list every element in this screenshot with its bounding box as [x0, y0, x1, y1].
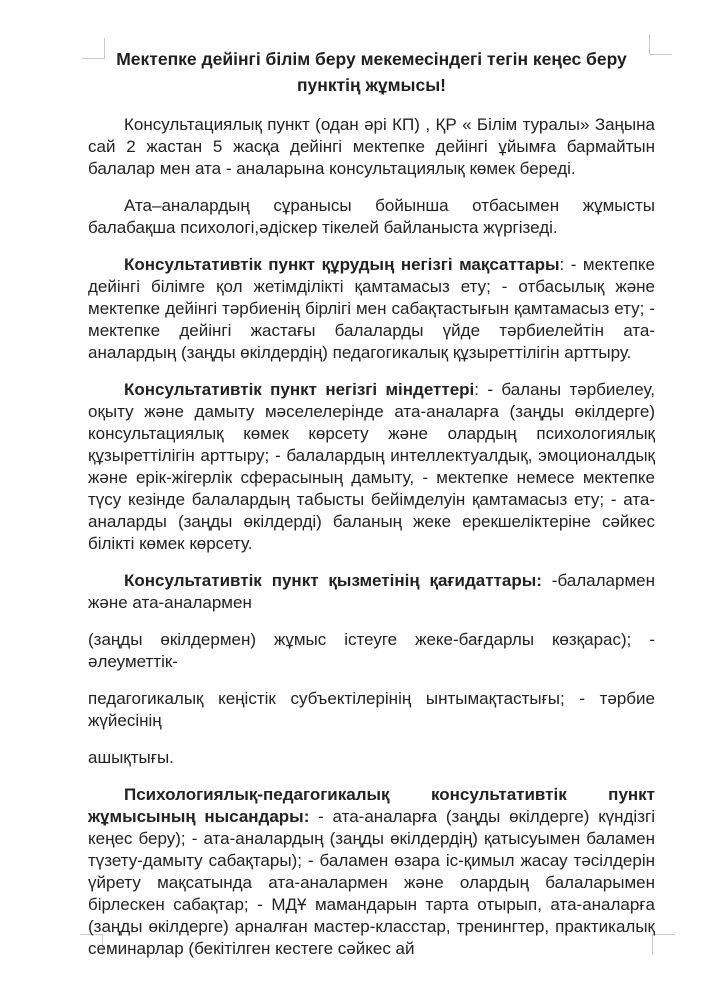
paragraph-body: : - баланы тәрбиелеу, оқыту және дамыту мәселелерінде ата-аналарға (заңды өкілдерге) консультациялық көмек көрсету және олардың психологиялық құзыреттілігін арттыру; - балалардың интеллектуалдық, эмоционалдық және ерік-жігерлік сферасының дамыту, - мектепке немесе мектепке түсу кезінде балалардың табысты бейімделуін қамтамасыз ету; - ата-аналарды (заңды өкілдерді) баланың жеке ерекшеліктеріне сәйкес білікті көмек көрсету.	[88, 380, 655, 553]
paragraph-body: Ата–аналардың сұранысы бойынша отбасымен жұмысты балабақша психологі,әдіскер тікелей байланыста жүргізеді.	[88, 196, 655, 237]
paragraph-body: Консультациялық пункт (одан әрі КП) , ҚР « Білім туралы» Заңына сай 2 жастан 5 жасқа дейінгі мектепке дейінгі ұйымға бармайтын балалар мен ата - аналарына консультациялық көмек береді.	[88, 115, 655, 178]
paragraph-body: - ата-аналарға (заңды өкілдерге) күндізгі кеңес беру); - ата-аналардың (заңды өкілдердің) қатысуымен баламен түзету-дамыту сабақтары); - баламен өзара іс-қимыл жасау тәсілдерін үйрету мақсатында ата-аналармен және олардың балаларымен бірлескен сабақтар; - МДҰ мамандарын тарта отырып, ата-аналарға (заңды өкілдерге) арналған мастер-класстар, тренингтер, практикалық семинарлар (бекітілген кестеге сәйкес ай	[88, 807, 655, 958]
paragraph-body: -балалармен және ата-аналармен	[88, 571, 655, 612]
document-title: Мектепке дейінгі білім беру мекемесіндегі тегін кеңес беру пунктің жұмысы!	[116, 49, 627, 95]
paragraph-main-tasks	[88, 379, 655, 555]
paragraph-lead: Психологиялық-педагогикалық консультативтік пункт жұмысының нысандары:	[88, 785, 655, 826]
paragraph-principles	[88, 570, 655, 614]
paragraph-body: : - мектепке дейінгі білімге қол жетімділікті қамтамасыз ету; - отбасылық және мектепке дейінгі тәрбиенің бірлігі мен сабақтастығын қамтамасыз ету; - мектепке дейінгі жастағы балаларды үйде тәрбиелейтін ата-аналардың (заңды өкілдердің) педагогикалық құзыреттілігін арттыру.	[88, 255, 655, 362]
paragraph-lead: Консультативтік пункт құрудың негізгі мақсаттары	[124, 255, 560, 274]
paragraph-principles-continued-3	[88, 747, 655, 769]
text-boundary-corner-bottom-right-icon	[652, 934, 675, 955]
paragraph-body: педагогикалық кеңістік субъектілерінің ынтымақтастығы; - тәрбие жүйесінің	[88, 689, 655, 730]
paragraph-body: (заңды өкілдермен) жұмыс істеуге жеке-бағдарлы көзқарас); - әлеуметтік-	[88, 630, 655, 671]
paragraph-work-forms	[88, 784, 655, 960]
paragraph-consultation-point-intro	[88, 114, 655, 180]
paragraph-principles-continued-2	[88, 688, 655, 732]
paragraph-main-goals	[88, 254, 655, 364]
paragraph-lead: Консультативтік пункт қызметінің қағидаттары:	[124, 571, 542, 590]
paragraph-principles-continued-1	[88, 629, 655, 673]
paragraph-lead: Консультативтік пункт негізгі міндеттері	[124, 380, 475, 399]
document-content	[88, 46, 655, 975]
paragraph-body: ашықтығы.	[88, 748, 174, 767]
paragraph-parents-request	[88, 195, 655, 239]
